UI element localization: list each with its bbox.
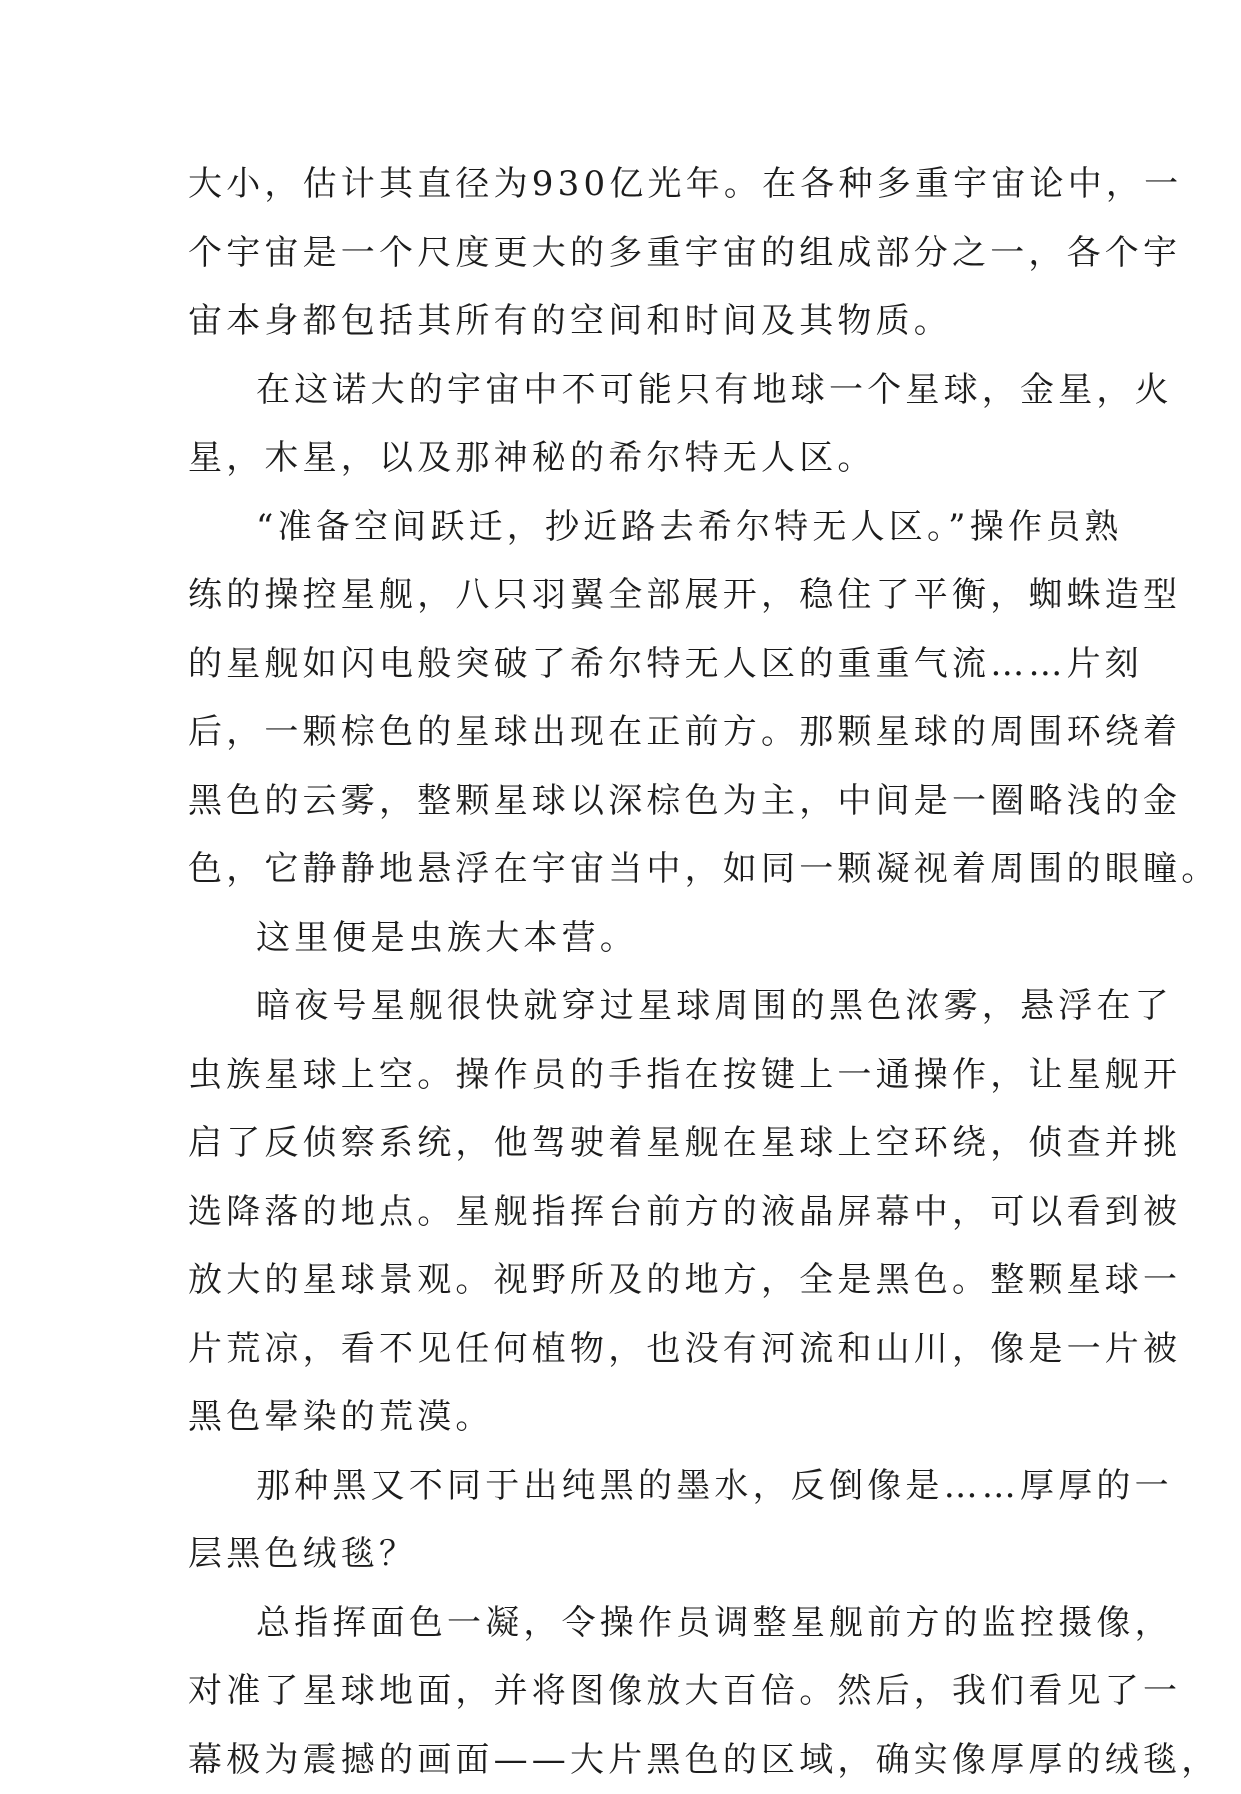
text-line: 放大的星球景观。视野所及的地方，全是黑色。整颗星球一 (188, 1246, 1058, 1315)
text-line: 的星舰如闪电般突破了希尔特无人区的重重气流……片刻 (188, 630, 1058, 699)
text-line: 大小，估计其直径为930亿光年。在各种多重宇宙论中，一 (188, 150, 1058, 219)
text-line: 层黑色绒毯？ (188, 1520, 1058, 1589)
text-line: 虫族星球上空。操作员的手指在按键上一通操作，让星舰开 (188, 1041, 1058, 1110)
text-line: “准备空间跃迁，抄近路去希尔特无人区。”操作员熟 (188, 493, 1058, 562)
text-line: 个宇宙是一个尺度更大的多重宇宙的组成部分之一，各个宇 (188, 219, 1058, 288)
text-line: 练的操控星舰，八只羽翼全部展开，稳住了平衡，蜘蛛造型 (188, 561, 1058, 630)
text-line: 后，一颗棕色的星球出现在正前方。那颗星球的周围环绕着 (188, 698, 1058, 767)
text-line: 片荒凉，看不见任何植物，也没有河流和山川，像是一片被 (188, 1315, 1058, 1384)
text-line: 那种黑又不同于出纯黑的墨水，反倒像是……厚厚的一 (188, 1452, 1058, 1521)
text-line: 暗夜号星舰很快就穿过星球周围的黑色浓雾，悬浮在了 (188, 972, 1058, 1041)
text-line: 总指挥面色一凝，令操作员调整星舰前方的监控摄像， (188, 1589, 1058, 1658)
text-line: 黑色的云雾，整颗星球以深棕色为主，中间是一圈略浅的金 (188, 767, 1058, 836)
text-line: 色，它静静地悬浮在宇宙当中，如同一颗凝视着周围的眼瞳。 (188, 835, 1058, 904)
text-line: 在这诺大的宇宙中不可能只有地球一个星球，金星，火 (188, 356, 1058, 425)
text-line: 幕极为震撼的画面——大片黑色的区域，确实像厚厚的绒毯， (188, 1726, 1058, 1794)
body-text (188, 150, 1058, 1794)
text-line: 宙本身都包括其所有的空间和时间及其物质。 (188, 287, 1058, 356)
text-line: 黑色晕染的荒漠。 (188, 1383, 1058, 1452)
text-line: 选降落的地点。星舰指挥台前方的液晶屏幕中，可以看到被 (188, 1178, 1058, 1247)
text-line: 对准了星球地面，并将图像放大百倍。然后，我们看见了一 (188, 1657, 1058, 1726)
text-line: 启了反侦察系统，他驾驶着星舰在星球上空环绕，侦查并挑 (188, 1109, 1058, 1178)
text-line: 这里便是虫族大本营。 (188, 904, 1058, 973)
text-line: 星，木星，以及那神秘的希尔特无人区。 (188, 424, 1058, 493)
